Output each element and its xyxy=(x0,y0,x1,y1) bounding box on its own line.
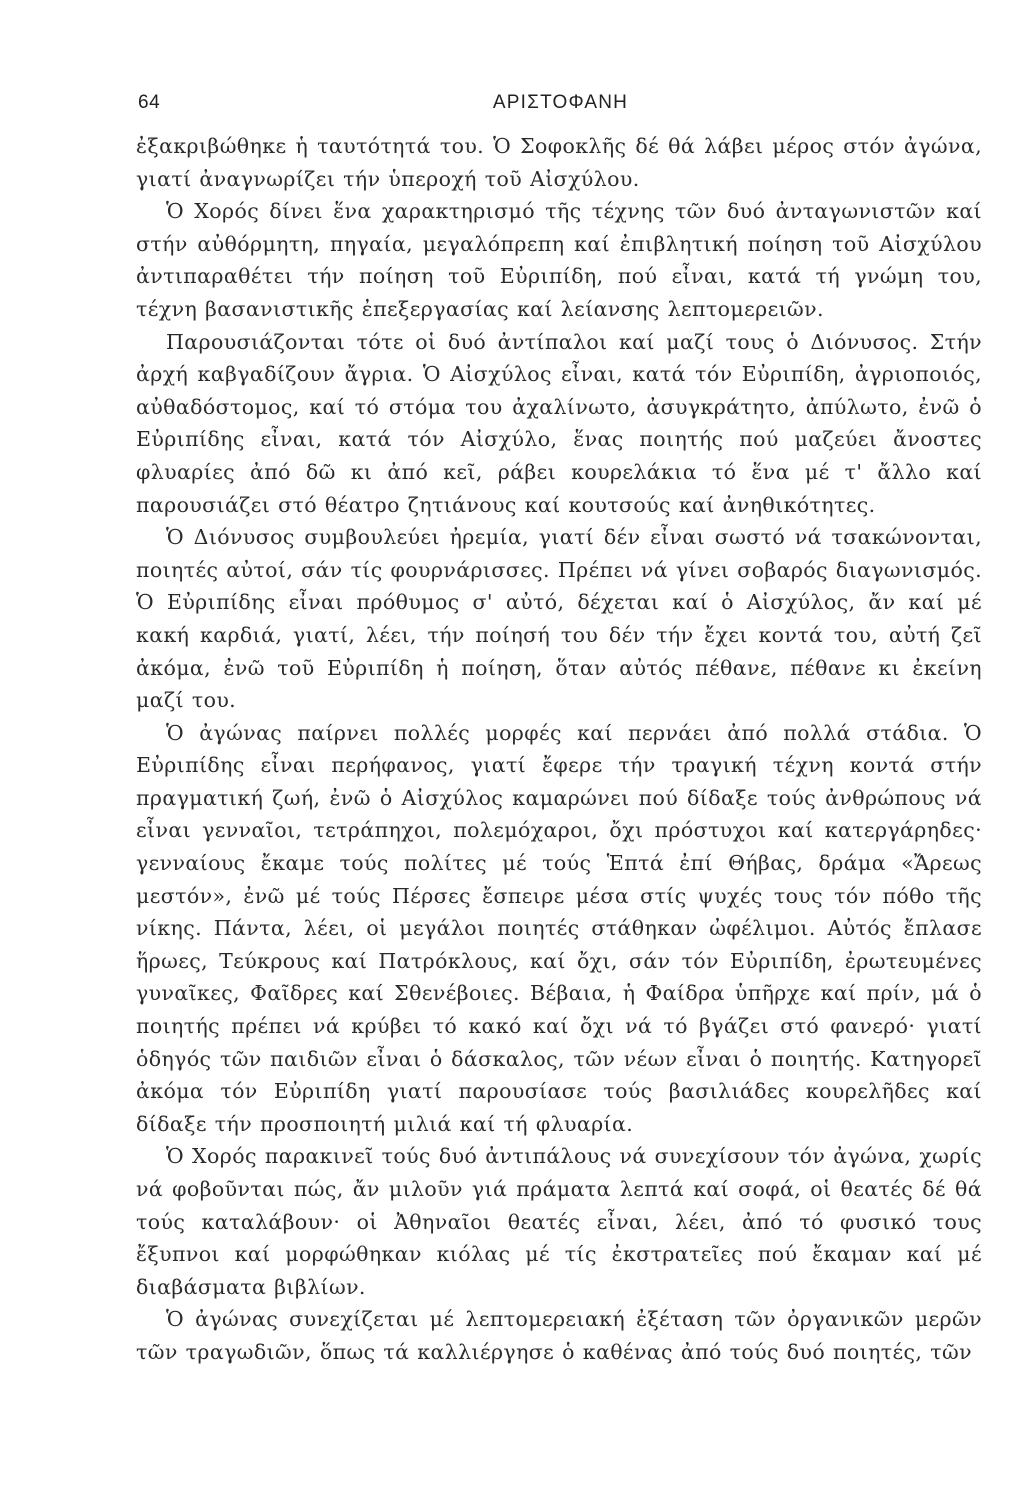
paragraph: Ὁ Χορός παρακινεῖ τούς δυό ἀντιπάλους νά συνεχίσουν τόν ἀγώνα, χωρίς νά φοβοῦνται πώς, ἄν μιλοῦν γιά πράματα λεπτά καί σοφά, οἱ θεατές δέ θά τούς καταλάβουν· οἱ Ἀθηναῖοι θεατές εἶναι, λέει, ἀπό τό φυσικό τους ἔξυπνοι καί μορφώθηκαν κιόλας μέ τίς ἐκστρατεῖες πού ἔκαμαν καί μέ διαβάσματα βιβλίων. xyxy=(136,1144,982,1299)
page-number: 64 xyxy=(138,92,161,113)
running-title: ΑΡΙΣΤΟΦΑΝΗ xyxy=(492,92,629,113)
page-header xyxy=(138,92,983,122)
paragraph: Ὁ ἀγώνας συνεχίζεται μέ λεπτομερειακή ἐξέταση τῶν ὀργανικῶν μερῶν τῶν τραγωδιῶν, ὅπως τά καλλιέργησε ὁ καθένας ἀπό τούς δυό ποιητές, τῶν xyxy=(136,1307,982,1364)
body-text xyxy=(136,130,982,1369)
paragraph: Ὁ Διόνυσος συμβουλεύει ἠρεμία, γιατί δέν εἶναι σωστό νά τσακώνονται, ποιητές αὐτοί, σάν τίς φουρνάρισσες. Πρέπει νά γίνει σοβαρός διαγωνισμός. Ὁ Εὐριπίδης εἶναι πρόθυμος σ' αὐτό, δέχεται καί ὁ Αἰσχύλος, ἄν καί μέ κακή καρδιά, γιατί, λέει, τήν ποίησή του δέν τήν ἔχει κοντά του, αὐτή ζεῖ ἀκόμα, ἐνῶ τοῦ Εὐριπίδη ἡ ποίηση, ὅταν αὐτός πέθανε, πέθανε κι ἐκείνη μαζί του. xyxy=(136,525,982,713)
paragraph: Παρουσιάζονται τότε οἱ δυό ἀντίπαλοι καί μαζί τους ὁ Διόνυσος. Στήν ἀρχή καβγαδίζουν ἄγρια. Ὁ Αἰσχύλος εἶναι, κατά τόν Εὐριπίδη, ἀγριοποιός, αὐθαδόστομος, καί τό στόμα του ἀχαλίνωτο, ἀσυγκράτητο, ἀπύλωτο, ἐνῶ ὁ Εὐριπίδης εἶναι, κατά τόν Αἰσχύλο, ἕνας ποιητής πού μαζεύει ἄνοστες φλυαρίες ἀπό δῶ κι ἀπό κεῖ, ράβει κουρελάκια τό ἕνα μέ τ' ἄλλο καί παρουσιάζει στό θέατρο ζητιάνους καί κουτσούς καί ἀνηθικότητες. xyxy=(136,329,982,517)
paragraph: Ὁ Χορός δίνει ἕνα χαρακτηρισμό τῆς τέχνης τῶν δυό ἀνταγωνιστῶν καί στήν αὐθόρμητη, πηγαία, μεγαλόπρεπη καί ἐπιβλητική ποίηση τοῦ Αἰσχύλου ἀντιπαραθέτει τήν ποίηση τοῦ Εὐριπίδη, πού εἶναι, κατά τή γνώμη του, τέχνη βασανιστικῆς ἐπεξεργασίας καί λείανσης λεπτομερειῶν. xyxy=(136,199,982,321)
paragraph: Ὁ ἀγώνας παίρνει πολλές μορφές καί περνάει ἀπό πολλά στάδια. Ὁ Εὐριπίδης εἶναι περήφανος, γιατί ἔφερε τήν τραγική τέχνη κοντά στήν πραγματική ζωή, ἐνῶ ὁ Αἰσχύλος καμαρώνει πού δίδαξε τούς ἀνθρώπους νά εἶναι γενναῖοι, τετράπηχοι, πολεμόχαροι, ὄχι πρόστυχοι καί κατεργάρηδες· γενναίους ἔκαμε τούς πολίτες μέ τούς Ἑπτά ἐπί Θήβας, δράμα «Ἄρεως μεστόν», ἐνῶ μέ τούς Πέρσες ἔσπειρε μέσα στίς ψυχές τους τόν πόθο τῆς νίκης. Πάντα, λέει, οἱ μεγάλοι ποιητές στάθηκαν ὠφέλιμοι. Αὐτός ἔπλασε ἥρωες, Τεύκρους καί Πατρόκλους, καί ὄχι, σάν τόν Εὐριπίδη, ἐρωτευμένες γυναῖκες, Φαῖδρες καί Σθενέβοιες. Βέβαια, ἡ Φαίδρα ὑπῆρχε καί πρίν, μά ὁ ποιητής πρέπει νά κρύβει τό κακό καί ὄχι νά τό βγάζει στό φανερό· γιατί ὁδηγός τῶν παιδιῶν εἶναι ὁ δάσκαλος, τῶν νέων εἶναι ὁ ποιητής. Κατηγορεῖ ἀκόμα τόν Εὐριπίδη γιατί παρουσίασε τούς βασιλιάδες κουρελῆδες καί δίδαξε τήν προσποιητή μιλιά καί τή φλυαρία. xyxy=(136,720,982,1136)
paragraph: ἐξακριβώθηκε ἡ ταυτότητά του. Ὁ Σοφοκλῆς δέ θά λάβει μέρος στόν ἀγώνα, γιατί ἀναγνωρίζει τήν ὑπεροχή τοῦ Αἰσχύλου. xyxy=(136,134,982,191)
